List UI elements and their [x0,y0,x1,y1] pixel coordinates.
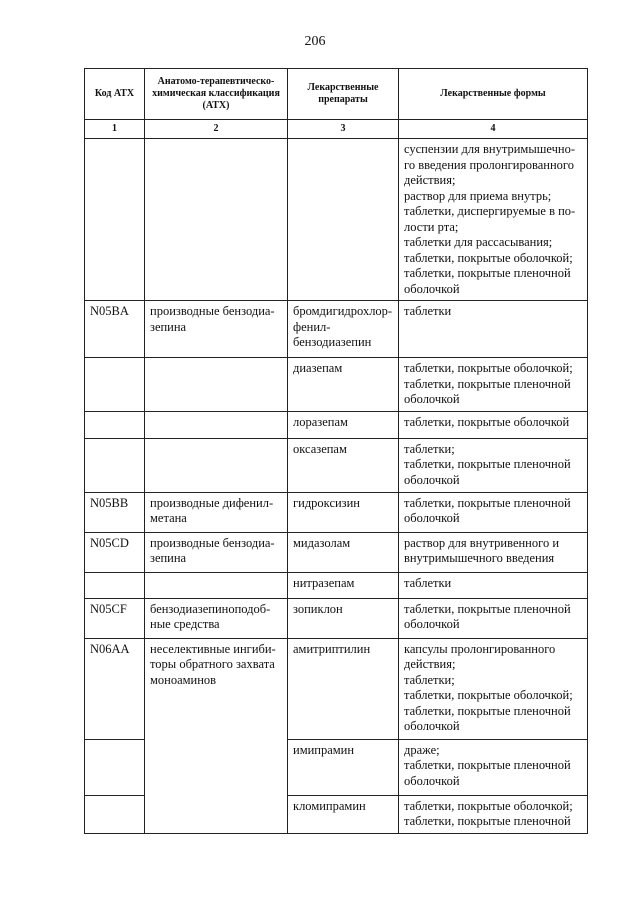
atx-code-cell [85,411,145,438]
table-row [85,492,588,532]
atx-code-cell [85,139,145,301]
table-row [85,301,588,358]
atx-code-cell: N05CD [85,532,145,572]
classification-cell [145,572,288,598]
header-code: Код АТХ [85,69,145,120]
column-number: 2 [145,120,288,139]
forms-cell: таблетки; таблетки, покрытые пленочной оболочкой [399,438,588,492]
forms-cell: раствор для внутривенного и внутримышечного введения [399,532,588,572]
header-row [85,69,588,120]
drug-cell: диазепам [288,358,399,412]
classification-cell [145,438,288,492]
forms-cell: капсулы пролонгированного действия; таблетки; таблетки, покрытые оболочкой; таблетки, покрытые пленочной оболочкой [399,638,588,739]
classification-cell: бензодиазепиноподоб- ные средства [145,598,288,638]
forms-cell: таблетки, покрытые пленочной оболочкой [399,492,588,532]
column-number: 3 [288,120,399,139]
atx-code-cell [85,438,145,492]
table-row [85,572,588,598]
atx-code-cell [85,739,145,795]
header-drugs: Лекарственные препараты [288,69,399,120]
drug-cell: зопиклон [288,598,399,638]
classification-cell: производные дифенил- метана [145,492,288,532]
atx-drug-table [84,68,588,834]
atx-code-cell: N06AA [85,638,145,739]
forms-cell: таблетки [399,301,588,358]
drug-cell [288,139,399,301]
table-row [85,638,588,739]
table-row [85,411,588,438]
classification-cell [145,358,288,412]
forms-cell: драже; таблетки, покрытые пленочной оболочкой [399,739,588,795]
forms-cell: таблетки, покрытые оболочкой [399,411,588,438]
table-row [85,438,588,492]
header-classification: Анатомо-терапевтическо-химическая классификация (АТХ) [145,69,288,120]
table-row [85,532,588,572]
forms-cell: таблетки, покрытые пленочной оболочкой [399,598,588,638]
drug-cell: имипрамин [288,739,399,795]
column-number: 4 [399,120,588,139]
atx-code-cell [85,572,145,598]
forms-cell: таблетки [399,572,588,598]
classification-cell [145,139,288,301]
atx-code-cell: N05BB [85,492,145,532]
classification-cell: неселективные ингиби- торы обратного захвата моноаминов [145,638,288,833]
drug-cell: мидазолам [288,532,399,572]
classification-cell: производные бензодиа- зепина [145,301,288,358]
table-row [85,358,588,412]
forms-cell: суспензии для внутримышечно- го введения пролонгированного действия; раствор для приема внутрь; таблетки, диспергируемые в по- лости рта; таблетки для рассасывания; таблетки, покрытые оболочкой; таблетки, покрытые пленочной оболочкой [399,139,588,301]
table-row [85,139,588,301]
drug-cell: амитриптилин [288,638,399,739]
header-forms: Лекарственные формы [399,69,588,120]
atx-code-cell [85,358,145,412]
column-number-row [85,120,588,139]
forms-cell: таблетки, покрытые оболочкой; таблетки, покрытые пленочной оболочкой [399,358,588,412]
drug-cell: гидроксизин [288,492,399,532]
atx-code-cell: N05CF [85,598,145,638]
forms-cell: таблетки, покрытые оболочкой; таблетки, покрытые пленочной [399,795,588,833]
column-number: 1 [85,120,145,139]
page-number: 206 [304,34,326,49]
drug-cell: лоразепам [288,411,399,438]
drug-cell: нитразепам [288,572,399,598]
table-row [85,598,588,638]
drug-cell: кломипрамин [288,795,399,833]
classification-cell [145,411,288,438]
drug-cell: оксазепам [288,438,399,492]
atx-code-cell [85,795,145,833]
atx-code-cell: N05BA [85,301,145,358]
classification-cell: производные бензодиа- зепина [145,532,288,572]
drug-cell: бромдигидрохлор- фенил- бензодиазепин [288,301,399,358]
